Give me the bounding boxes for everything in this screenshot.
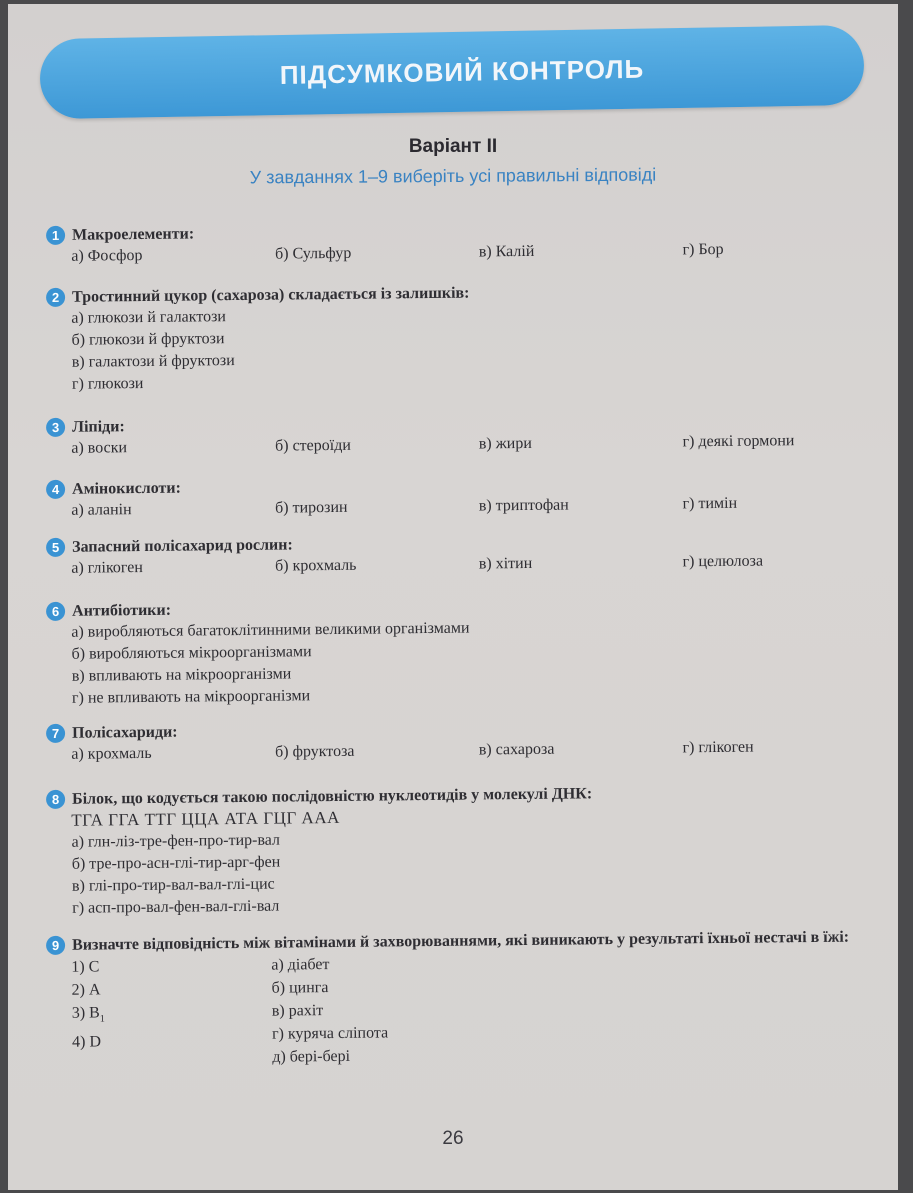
page — [8, 4, 898, 1190]
question-number: 4 — [46, 480, 65, 499]
variant-heading: Варіант ІІ — [408, 136, 498, 157]
question-4 — [46, 471, 886, 522]
question-number: 1 — [46, 226, 65, 245]
option: а) Фосфор — [71, 246, 143, 265]
question-5 — [46, 529, 886, 580]
option: г) глікоген — [682, 738, 754, 757]
option: в) впливають на мікроорганізми — [71, 665, 292, 685]
option: б) стероїди — [274, 436, 351, 455]
title-banner — [39, 25, 864, 119]
question-number: 5 — [46, 538, 65, 557]
disease-item: в) рахіт — [271, 1002, 324, 1020]
nucleotide-sequence: ТГА ГГА ТТГ ЦЦА АТА ГЦГ ААА — [71, 807, 340, 830]
option: а) воски — [71, 439, 128, 457]
disease-item: г) куряча сліпота — [271, 1024, 389, 1043]
question-9 — [46, 927, 887, 1071]
question-6 — [46, 593, 887, 710]
option: г) Бор — [682, 240, 724, 259]
instruction-text: У завданнях 1–9 виберіть усі правильні відповіді — [249, 164, 657, 188]
option: б) глюкози й фруктози — [71, 330, 225, 349]
option: б) Сульфур — [274, 244, 352, 263]
page-number: 26 — [442, 1128, 464, 1149]
vitamin-list — [71, 954, 272, 1071]
page-title: ПІДСУМКОВИЙ КОНТРОЛЬ — [279, 53, 645, 90]
question-text: Тростинний цукор (сахароза) складається із залишків: — [72, 284, 470, 306]
option: г) глюкози — [71, 374, 144, 393]
question-text: Ліпіди: — [72, 418, 125, 436]
option: г) не впливають на мікроорганізми — [71, 687, 311, 707]
vitamin-subscript: 1 — [99, 1013, 105, 1025]
option: б) тирозин — [274, 498, 348, 517]
disease-list — [271, 952, 388, 1068]
question-2 — [46, 279, 887, 396]
question-text: Амінокислоти: — [72, 479, 182, 498]
option: б) виробляються мікроорганізмами — [71, 643, 312, 663]
option: а) виробляються багатоклітинними великими організмами — [71, 619, 470, 641]
question-text: Полісахариди: — [72, 723, 178, 742]
option: б) фруктоза — [274, 742, 355, 761]
disease-item: д) бері-бері — [272, 1047, 351, 1066]
option: а) глн-ліз-тре-фен-про-тир-вал — [71, 831, 281, 851]
option: в) Калій — [478, 242, 535, 261]
option: а) крохмаль — [71, 744, 152, 763]
question-number: 6 — [46, 602, 65, 621]
question-text: Антибіотики: — [72, 601, 172, 620]
option: б) тре-про-асн-глі-тир-арг-фен — [71, 853, 281, 873]
option: г) тимін — [682, 494, 738, 513]
disease-item: б) цинга — [271, 979, 329, 997]
vitamin-item: 1) С — [71, 958, 100, 976]
question-text: Макроелементи: — [72, 225, 195, 244]
question-number: 9 — [46, 936, 65, 955]
question-7 — [46, 715, 886, 766]
question-number: 7 — [46, 724, 65, 743]
option: г) асп-про-вал-фен-вал-глі-вал — [72, 897, 280, 917]
question-3 — [46, 409, 886, 460]
vitamin-item: 3) $В_1$ — [71, 1004, 105, 1025]
question-number: 8 — [46, 790, 65, 809]
vitamin-item: 4) D — [72, 1033, 102, 1051]
option: в) глі-про-тир-вал-вал-глі-цис — [71, 875, 275, 895]
option: а) аланін — [71, 501, 132, 519]
option: в) хітин — [478, 554, 533, 573]
question-text: Білок, що кодується такою послідовністю нуклеотидів у молекулі ДНК: — [72, 785, 593, 808]
question-number: 2 — [46, 288, 65, 307]
question-8 — [46, 781, 887, 920]
option: в) жири — [478, 434, 532, 453]
option: б) крохмаль — [274, 556, 357, 575]
option: г) деякі гормони — [682, 432, 795, 451]
vitamin-item: 2) А — [71, 981, 101, 999]
question-text: Запасний полісахарид рослин: — [72, 536, 293, 556]
question-1 — [46, 217, 886, 268]
disease-item: а) діабет — [271, 956, 330, 974]
option: г) целюлоза — [682, 552, 764, 571]
option: в) сахароза — [478, 740, 555, 759]
option: а) глікоген — [71, 558, 143, 577]
option: в) галактози й фруктози — [71, 352, 235, 371]
question-text: Визначте відповідність між вітамінами й захворюваннями, які виникають у результаті їхньої нестачі в їжі: — [72, 928, 850, 954]
question-number: 3 — [46, 418, 65, 437]
option: а) глюкози й галактози — [71, 308, 227, 327]
option: в) триптофан — [478, 496, 569, 515]
